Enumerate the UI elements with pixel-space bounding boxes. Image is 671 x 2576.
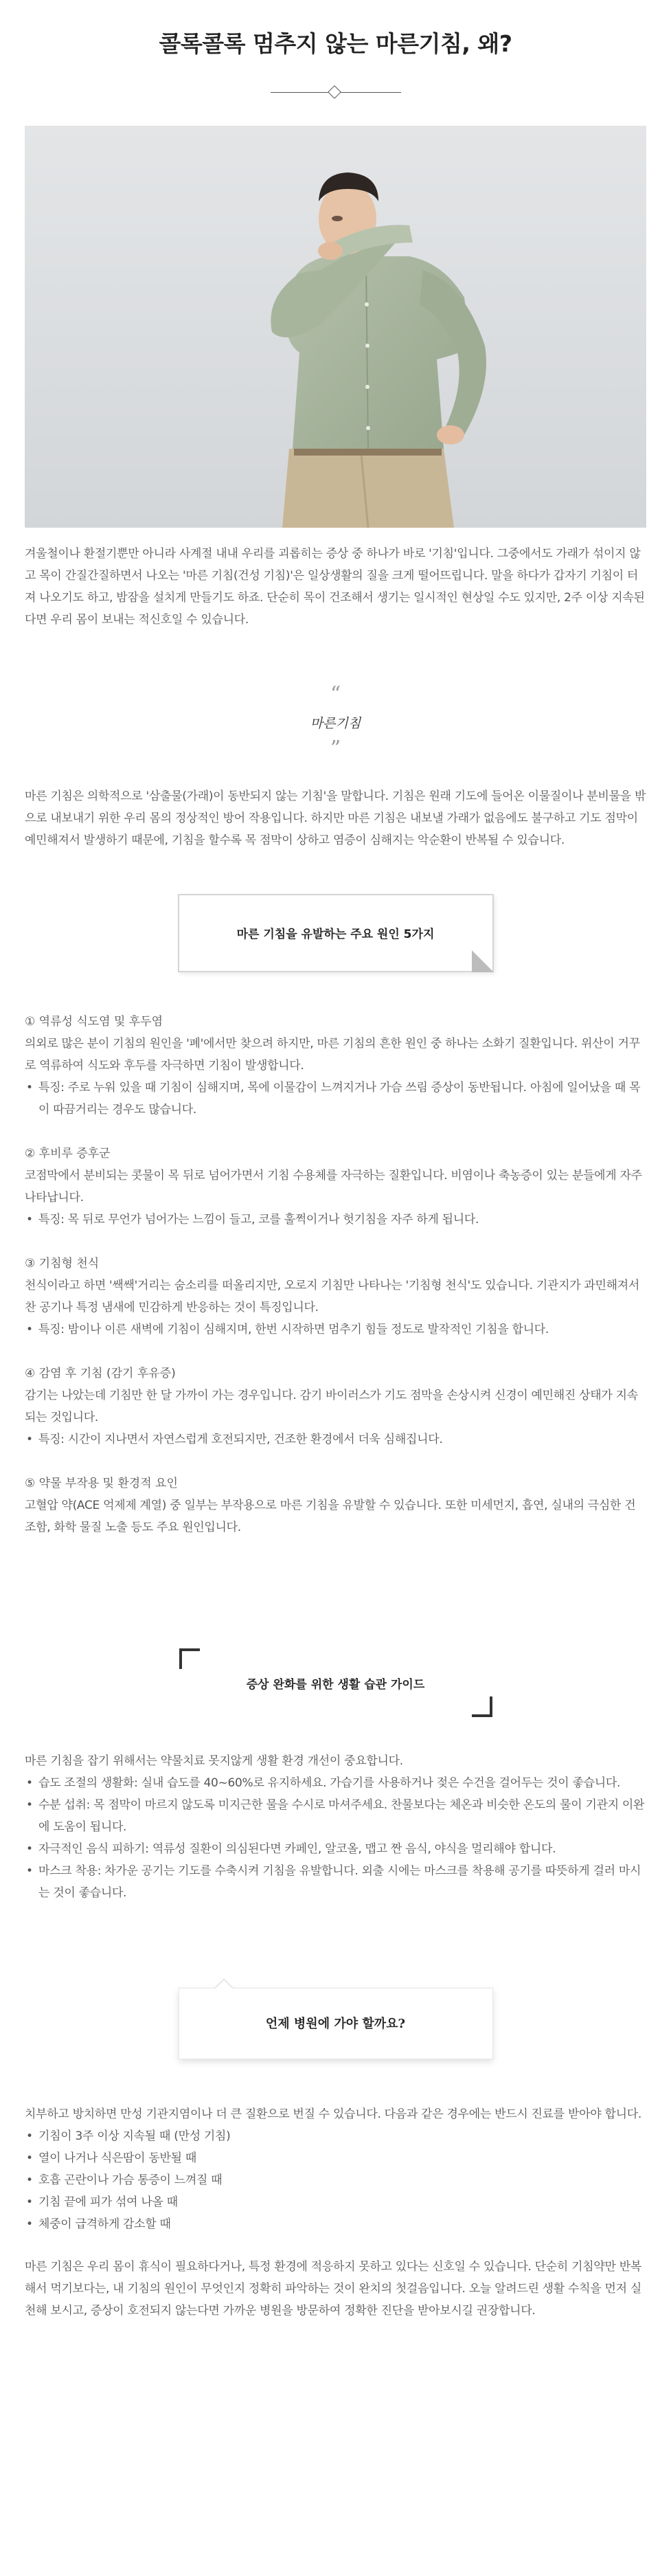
- guide-item: • 마스크 착용: 차가운 공기는 기도를 수축시켜 기침을 유발합니다. 외출 시에는 마스크를 착용해 공기를 따뜻하게 걸러 마시는 것이 좋습니다.: [25, 1860, 646, 1904]
- guide-item: • 자극적인 음식 피하기: 역류성 질환이 의심된다면 카페인, 알코올, 맵고 짠 음식, 야식을 멀리해야 합니다.: [25, 1838, 646, 1860]
- title-divider: [271, 86, 401, 100]
- cause-item: [25, 1143, 646, 1231]
- cause-desc: 감기는 나았는데 기침만 한 달 가까이 가는 경우입니다. 감기 바이러스가 기도 점막을 손상시켜 신경이 예민해진 상태가 지속되는 것입니다.: [25, 1389, 638, 1424]
- guide-list: [25, 1772, 646, 1904]
- cause-item: [25, 1472, 646, 1538]
- cause-heading: ③ 기침형 천식: [25, 1257, 100, 1270]
- definition-paragraph: 마른 기침은 의학적으로 '삼출물(가래)이 동반되지 않는 기침'을 말합니다. 기침은 원래 기도에 들어온 이물질이나 분비물을 밖으로 내보내기 위한 우리 몸의 정상적인 방어 작용입니다. 하지만 마른 기침은 내보낼 가래가 없음에도 불구하고 기도 점막이 예민해져서 발생하기 때문에, 기침을 할수록 목 점막이 상하고 염증이 심해지는 악순환이 반복될 수 있습니다.: [25, 789, 646, 847]
- hero-image: [25, 126, 646, 528]
- cause-heading: ① 역류성 식도염 및 후두염: [25, 1015, 163, 1029]
- quote-title: 마른기침: [310, 716, 361, 731]
- cause-item: [25, 1363, 646, 1451]
- page-title: 콜록콜록 멈추지 않는 마른기침, 왜?: [159, 30, 512, 57]
- causes-list: [25, 1011, 646, 1538]
- hospital-intro: 치부하고 방치하면 만성 기관지염이나 더 큰 질환으로 번질 수 있습니다. 다음과 같은 경우에는 반드시 진료를 받아야 합니다.: [25, 2107, 641, 2121]
- hospital-item: • 열이 나거나 식은땀이 동반될 때: [25, 2147, 646, 2169]
- open-quote-icon: “: [330, 682, 341, 706]
- cause-desc: 고혈압 약(ACE 억제제 계열) 중 일부는 부작용으로 마른 기침을 유발할 수 있습니다. 또한 미세먼지, 흡연, 실내의 극심한 건조함, 화학 물질 노출 등도 주요 원인입니다.: [25, 1499, 636, 1534]
- cause-desc: 천식이라고 하면 '쌕쌕'거리는 숨소리를 떠올리지만, 오로지 기침만 나타나는 '기침형 천식'도 있습니다. 기관지가 과민해져서 찬 공기나 특정 냄새에 민감하게 반응하는 것이 특징입니다.: [25, 1279, 640, 1314]
- cause-item: [25, 1253, 646, 1341]
- man-coughing-illustration: [25, 126, 646, 528]
- guide-intro: 마른 기침을 잡기 위해서는 약물치료 못지않게 생활 환경 개선이 중요합니다.: [25, 1754, 403, 1768]
- hospital-item: • 기침 끝에 피가 섞여 나올 때: [25, 2191, 646, 2213]
- cause-heading: ② 후비루 증후군: [25, 1147, 111, 1161]
- cause-desc: 의외로 많은 분이 기침의 원인을 '폐'에서만 찾으려 하지만, 마른 기침의 흔한 원인 중 하나는 소화기 질환입니다. 위산이 거꾸로 역류하여 식도와 후두를 자극하면 기침이 발생합니다.: [25, 1037, 640, 1073]
- cause-desc: 코점막에서 분비되는 콧물이 목 뒤로 넘어가면서 기침 수용체를 자극하는 질환입니다. 비염이나 축농증이 있는 분들에게 자주 나타납니다.: [25, 1169, 642, 1205]
- corner-bracket-icon: [179, 1648, 200, 1669]
- folded-corner-icon: [472, 950, 494, 972]
- hospital-item: • 호흡 곤란이나 가슴 통증이 느껴질 때: [25, 2169, 646, 2191]
- cause-heading: ④ 감염 후 기침 (감기 후유증): [25, 1367, 176, 1380]
- guide-item: • 습도 조절의 생활화: 실내 습도를 40~60%로 유지하세요. 가습기를 사용하거나 젖은 수건을 걸어두는 것이 좋습니다.: [25, 1772, 646, 1794]
- cause-bullet: • 특징: 주로 누워 있을 때 기침이 심해지며, 목에 이물감이 느껴지거나 가슴 쓰림 증상이 동반됩니다. 아침에 일어났을 때 목이 따끔거리는 경우도 많습니다.: [25, 1077, 646, 1121]
- guide-heading: 증상 완화를 위한 생활 습관 가이드: [246, 1678, 425, 1692]
- guide-heading-box: [179, 1648, 492, 1717]
- cause-bullet: • 특징: 시간이 지나면서 자연스럽게 호전되지만, 건조한 환경에서 더욱 심해집니다.: [25, 1429, 646, 1451]
- corner-bracket-icon: [472, 1696, 492, 1717]
- hospital-heading-box: [179, 1988, 493, 2059]
- causes-heading: 마른 기침을 유발하는 주요 원인 5가지: [236, 928, 435, 941]
- cause-heading: ⑤ 약물 부작용 및 환경적 요인: [25, 1477, 178, 1490]
- speech-tail-inner: [215, 1980, 233, 1989]
- closing-paragraph: 마른 기침은 우리 몸이 휴식이 필요하다거나, 특정 환경에 적응하지 못하고 있다는 신호일 수 있습니다. 단순히 기침약만 반복해서 먹기보다는, 내 기침의 원인이 무엇인지 정확히 파악하는 것이 완치의 첫걸음입니다. 오늘 알려드린 생활 수칙을 먼저 실천해 보시고, 증상이 호전되지 않는다면 가까운 병원을 방문하여 정확한 진단을 받아보시길 권장합니다.: [25, 2260, 641, 2318]
- article: [25, 0, 646, 2322]
- hospital-item: • 기침이 3주 이상 지속될 때 (만성 기침): [25, 2125, 646, 2147]
- close-quote-icon: ”: [330, 737, 341, 761]
- hospital-list: [25, 2125, 646, 2235]
- diamond-icon: [328, 85, 341, 99]
- hospital-item: • 체중이 급격하게 감소할 때: [25, 2213, 646, 2235]
- cause-bullet: • 특징: 목 뒤로 무언가 넘어가는 느낌이 들고, 코를 훌쩍이거나 헛기침을 자주 하게 됩니다.: [25, 1209, 646, 1231]
- causes-heading-box: [178, 894, 494, 972]
- hospital-heading: 언제 병원에 가야 할까요?: [265, 2017, 406, 2031]
- quote-block: [25, 684, 646, 759]
- cause-item: [25, 1011, 646, 1121]
- intro-paragraph: 겨울철이나 환절기뿐만 아니라 사계절 내내 우리를 괴롭히는 증상 중 하나가 바로 '기침'입니다. 그중에서도 가래가 섞이지 않고 목이 간질간질하면서 나오는 '마른 기침(건성 기침)'은 일상생활의 질을 크게 떨어뜨립니다. 말을 하다가 갑자기 기침이 터져 나오기도 하고, 밤잠을 설치게 만들기도 하죠. 단순히 목이 건조해서 생기는 일시적인 현상일 수도 있지만, 2주 이상 지속된다면 우리 몸이 보내는 적신호일 수 있습니다.: [25, 547, 645, 627]
- guide-item: • 수분 섭취: 목 점막이 마르지 않도록 미지근한 물을 수시로 마셔주세요. 찬물보다는 체온과 비슷한 온도의 물이 기관지 이완에 도움이 됩니다.: [25, 1794, 646, 1838]
- cause-bullet: • 특징: 밤이나 이른 새벽에 기침이 심해지며, 한번 시작하면 멈추기 힘들 정도로 발작적인 기침을 합니다.: [25, 1319, 646, 1341]
